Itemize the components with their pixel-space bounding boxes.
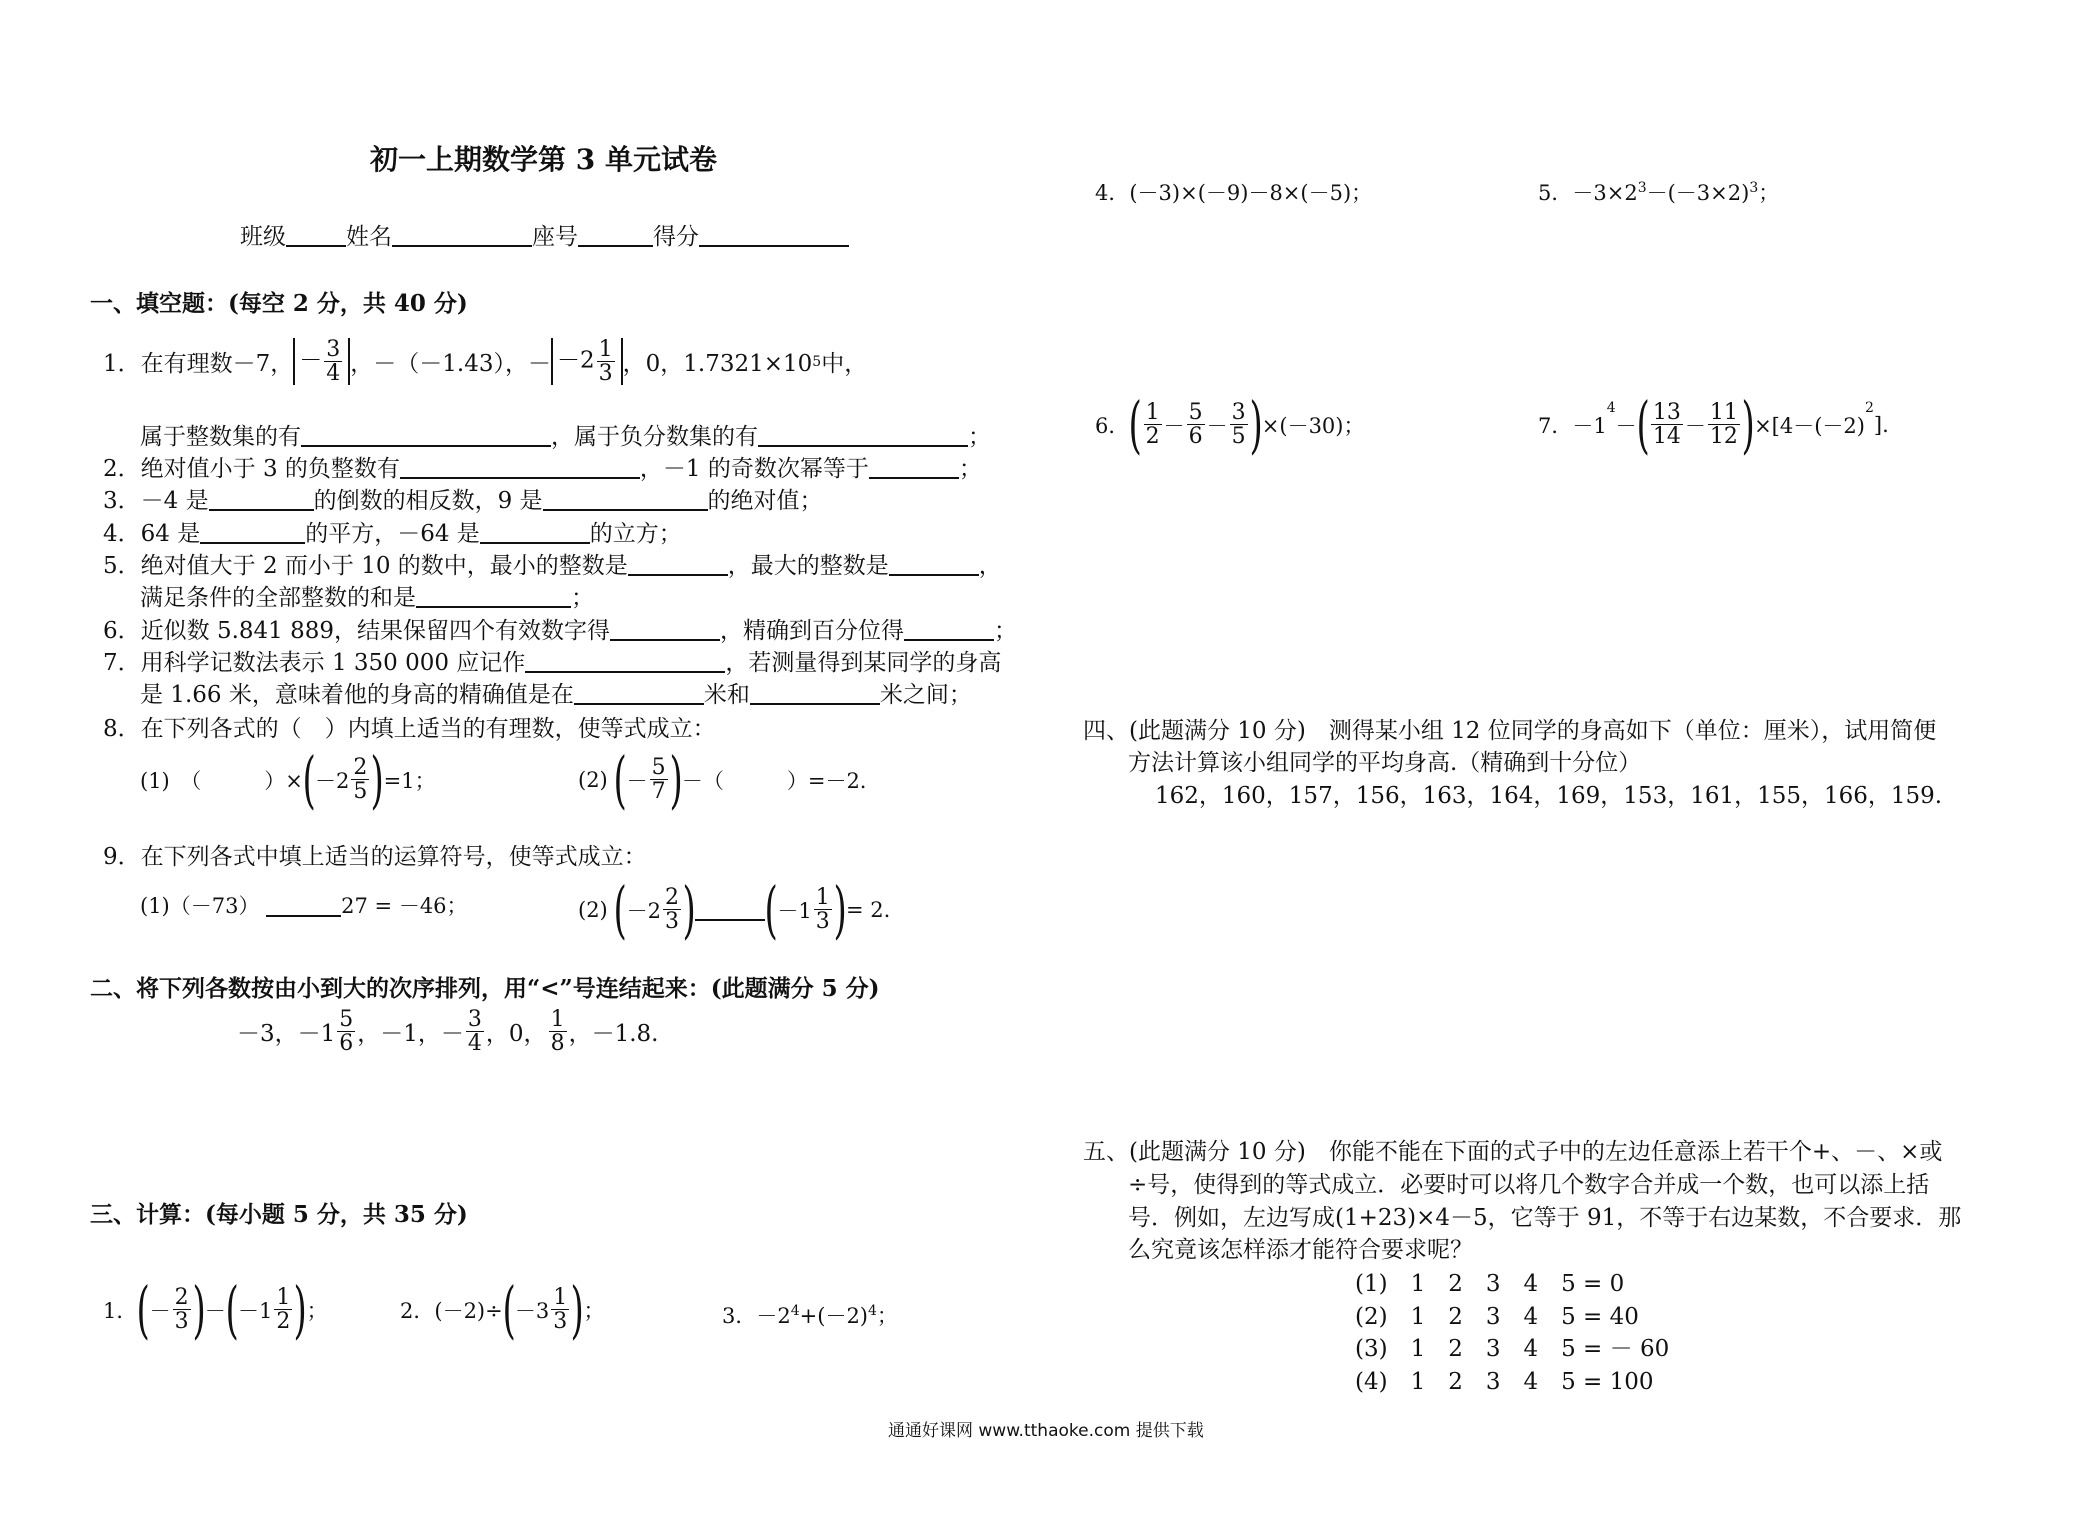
q5-line1 — [103, 547, 1002, 580]
paren: ) — [1249, 388, 1263, 461]
q7-line1 — [103, 644, 1001, 677]
q1-line2 — [140, 418, 991, 451]
fraction — [351, 756, 369, 803]
fraction — [1708, 401, 1740, 448]
q2 — [103, 450, 982, 483]
answer-blank[interactable] — [610, 616, 720, 641]
fraction — [1144, 401, 1162, 448]
answer-blank[interactable] — [695, 898, 765, 921]
score-blank[interactable] — [699, 222, 849, 247]
expr-text: ]. — [1873, 412, 1889, 437]
answer-blank[interactable] — [869, 454, 959, 479]
q4-text: 4．64 是 — [103, 521, 201, 547]
q1-end: 中， — [821, 351, 868, 378]
q3 — [103, 482, 823, 515]
numerator: 5 — [1188, 400, 1203, 426]
q9-part1 — [140, 890, 468, 920]
abs-value-1 — [293, 338, 350, 385]
q7-text: ，若测量得到某同学的身高 — [725, 650, 1002, 676]
q8-text: (2) — [578, 767, 608, 792]
fraction — [466, 1008, 484, 1055]
denominator: 6 — [1188, 424, 1203, 450]
section1-heading: 一、填空题：(每空 2 分，共 40 分) — [90, 290, 468, 317]
item-number: 1． — [103, 1298, 138, 1323]
denominator: 2 — [1145, 424, 1160, 450]
exponent: 4 — [868, 1303, 877, 1319]
q8-text: －（ ）=－2. — [681, 768, 867, 793]
q7-text: 是 1.66 米，意味着他的身高的精确值是在 — [140, 682, 574, 708]
equation-2: (2) 1 2 3 4 5 = 40 — [1355, 1304, 1639, 1330]
q9-part2 — [578, 873, 891, 946]
numerator: 5 — [651, 755, 666, 781]
numerator: 2 — [665, 885, 680, 911]
paren: ) — [570, 1273, 585, 1346]
paren: ( — [1128, 388, 1143, 461]
q5-text: ，最大的整数是 — [727, 553, 889, 579]
exponent: 4 — [1606, 400, 1616, 416]
denominator: 3 — [665, 909, 680, 935]
expr-text: ×[4－(－2) — [1754, 413, 1865, 438]
numerator: 1 — [553, 1285, 568, 1311]
q7-text: 米和 — [703, 682, 750, 708]
paren: ) — [682, 873, 696, 946]
q1-text: ，属于负分数集的有 — [551, 424, 758, 450]
score-label: 得分 — [653, 224, 699, 250]
semicolon: ； — [306, 1298, 328, 1323]
q9-text: = 2. — [846, 897, 891, 922]
denominator: 6 — [339, 1031, 354, 1057]
answer-blank[interactable] — [904, 616, 994, 641]
calc-6 — [1095, 388, 1365, 461]
calc-3 — [722, 1300, 898, 1330]
page-title: 初一上期数学第 3 单元试卷 — [370, 143, 717, 176]
footer: 通通好课网 www.tthaoke.com 提供下载 — [888, 1421, 1204, 1441]
section5-line2: ÷号，使得到的等式成立．必要时可以将几个数字合并成一个数，也可以添上括 — [1128, 1172, 1930, 1198]
fraction — [814, 886, 832, 933]
semicolon: ； — [1758, 181, 1780, 205]
fraction — [337, 1008, 355, 1055]
q4-text: 的立方； — [589, 521, 682, 547]
paren: ) — [1741, 388, 1755, 461]
item-number: 2． — [400, 1298, 435, 1323]
q7-text: 7．用科学记数法表示 1 350 000 应记作 — [103, 650, 526, 676]
equation-3: (3) 1 2 3 4 5 = － 60 — [1355, 1336, 1670, 1362]
q3-text: 3．－4 是 — [103, 488, 209, 514]
fraction — [597, 338, 615, 385]
answer-blank[interactable] — [200, 519, 305, 544]
fraction — [324, 338, 342, 385]
paren: ) — [293, 1273, 308, 1346]
expr-text: +(－2) — [799, 1304, 868, 1328]
whole-part: －2 — [626, 898, 662, 923]
q2-text: 2．绝对值小于 3 的负整数有 — [103, 456, 400, 482]
whole-part: －2 — [557, 347, 595, 374]
equation-1: (1) 1 2 3 4 5 = 0 — [1355, 1271, 1625, 1297]
answer-blank[interactable] — [209, 486, 314, 511]
paren: ) — [192, 1273, 206, 1346]
calc-4: 4．(－3)×(－9)－8×(－5)； — [1095, 181, 1373, 205]
q9-text: 27 = －46； — [341, 894, 468, 918]
numerator: 13 — [1652, 400, 1681, 426]
fraction — [1187, 401, 1205, 448]
q6-text: 6．近似数 5.841 889，结果保留四个有效数字得 — [103, 618, 610, 644]
q3-text: 的绝对值； — [707, 488, 823, 514]
q8-part2 — [578, 743, 867, 816]
section5-line3: 号．例如，左边写成(1+23)×4－5，它等于 91，不等于右边某数，不合要求．那 — [1128, 1205, 1962, 1231]
number-text: ，－1.8. — [568, 1021, 659, 1048]
answer-blank[interactable] — [480, 519, 590, 544]
paren: ( — [764, 873, 778, 946]
numerator: 1 — [276, 1285, 291, 1311]
section2-numbers — [237, 1008, 658, 1055]
q9: 9．在下列各式中填上适当的运算符号，使等式成立： — [103, 844, 647, 870]
name-blank[interactable] — [392, 222, 532, 247]
q1-prefix: 1．在有理数－7， — [103, 351, 294, 378]
minus-sign: － — [1684, 413, 1706, 438]
numerator: 3 — [467, 1007, 482, 1032]
paren: ( — [502, 1273, 516, 1346]
fraction — [1651, 401, 1683, 448]
expr-text: 3．－2 — [722, 1304, 791, 1328]
minus-sign: － — [299, 347, 323, 374]
answer-blank[interactable] — [758, 422, 968, 447]
semicolon: ； — [583, 1298, 605, 1323]
number-text: ，－1，－ — [357, 1021, 464, 1048]
exponent: 4 — [790, 1303, 800, 1319]
section4-line1: 四、(此题满分 10 分) 测得某小组 12 位同学的身高如下（单位：厘米），试用简便 — [1083, 718, 1937, 744]
minus-sign: － — [1615, 413, 1637, 438]
denominator: 12 — [1709, 424, 1738, 450]
paren: ( — [1636, 388, 1650, 461]
numerator: 3 — [326, 337, 341, 362]
denominator: 5 — [353, 779, 368, 805]
numerator: 2 — [353, 755, 368, 781]
equation-4: (4) 1 2 3 4 5 = 100 — [1355, 1369, 1654, 1395]
numerator: 1 — [598, 337, 613, 362]
numerator: 1 — [550, 1007, 565, 1032]
section5-line1: 五、(此题满分 10 分) 你能不能在下面的式子中的左边任意添上若干个+、－、×或 — [1083, 1139, 1943, 1165]
q1-suffix: ，0，1.7321×10 — [622, 351, 813, 378]
answer-blank[interactable] — [266, 894, 341, 917]
answer-blank[interactable] — [416, 583, 571, 608]
number-text: －3，－1 — [237, 1021, 336, 1048]
exponent: 3 — [1637, 180, 1647, 196]
fraction — [650, 756, 668, 803]
calc-5 — [1538, 177, 1779, 207]
minus-sign: － — [204, 1298, 226, 1323]
calc-1 — [103, 1273, 328, 1346]
paren: ) — [669, 743, 683, 816]
fraction — [1230, 401, 1248, 448]
q7-line2 — [140, 676, 972, 709]
denominator: 5 — [1231, 424, 1246, 450]
fraction — [663, 886, 681, 933]
calc-7 — [1538, 388, 1889, 461]
fraction — [551, 1286, 569, 1333]
denominator: 4 — [326, 361, 341, 387]
section2-heading: 二、将下列各数按由小到大的次序排列，用“<”号连结起来：(此题满分 5 分) — [90, 975, 880, 1002]
q4-text: 的平方，－64 是 — [305, 521, 480, 547]
q5-text: 满足条件的全部整数的和是 — [140, 585, 416, 611]
q2-text: ； — [958, 456, 982, 482]
exponent: 3 — [1749, 180, 1759, 196]
answer-blank[interactable] — [301, 422, 551, 447]
q5-text: ； — [571, 585, 594, 611]
q6-text: ； — [994, 618, 1017, 644]
q6 — [103, 612, 1017, 645]
abs-value-2 — [551, 338, 623, 385]
numerator: 2 — [174, 1285, 189, 1311]
name-label: 姓名 — [346, 224, 392, 250]
section5-line4: 么究竟该怎样添才能符合要求呢？ — [1128, 1237, 1473, 1263]
calc-2 — [400, 1273, 605, 1346]
expr-text: 5．－3×2 — [1538, 181, 1638, 205]
numerator: 1 — [815, 885, 830, 911]
q8: 8．在下列各式的（ ）内填上适当的有理数，使等式成立： — [103, 716, 716, 742]
seat-label: 座号 — [532, 224, 578, 250]
section3-heading: 三、计算：(每小题 5 分，共 35 分) — [90, 1201, 468, 1228]
q1-text: 属于整数集的有 — [140, 424, 301, 450]
numerator: 3 — [1231, 400, 1246, 426]
q4 — [103, 515, 682, 548]
minus-sign: － — [1206, 413, 1228, 438]
exponent: 2 — [1864, 400, 1874, 416]
q8-part1 — [140, 743, 436, 816]
denominator: 4 — [467, 1031, 482, 1057]
paren: ) — [370, 743, 385, 816]
section4-line2: 方法计算该小组同学的平均身高.（精确到十分位） — [1128, 750, 1642, 776]
denominator: 2 — [276, 1309, 291, 1335]
expr-text: 7．－1 — [1538, 413, 1607, 438]
answer-blank[interactable] — [525, 648, 725, 673]
numerator: 1 — [1145, 400, 1160, 426]
fraction — [549, 1008, 567, 1055]
q9-text: (2) — [578, 897, 608, 922]
section4-data: 162，160，157，156，163，164，169，153，161，155，166，159. — [1155, 783, 1943, 809]
whole-part: －3 — [514, 1298, 550, 1323]
answer-blank[interactable] — [574, 680, 704, 705]
exponent: 5 — [812, 353, 822, 370]
q5-text: 5．绝对值大于 2 而小于 10 的数中，最小的整数是 — [103, 553, 628, 579]
denominator: 3 — [815, 909, 830, 935]
paren: ( — [613, 743, 628, 816]
minus-sign: － — [149, 1298, 171, 1323]
numerator: 5 — [339, 1007, 354, 1032]
class-label: 班级 — [240, 224, 286, 250]
q1-text: ； — [968, 424, 991, 450]
answer-blank[interactable] — [400, 454, 640, 479]
q1-line1 — [103, 338, 867, 385]
denominator: 14 — [1652, 424, 1681, 450]
minus-sign: － — [1163, 413, 1185, 438]
denominator: 3 — [553, 1309, 568, 1335]
number-text: ，0， — [485, 1021, 547, 1048]
semicolon: ； — [876, 1304, 898, 1328]
q6-text: ，精确到百分位得 — [720, 618, 904, 644]
paren: ( — [225, 1273, 239, 1346]
answer-blank[interactable] — [543, 486, 708, 511]
denominator: 3 — [174, 1309, 189, 1335]
item-number: 6． — [1095, 413, 1130, 438]
answer-blank[interactable] — [628, 551, 728, 576]
whole-part: －1 — [777, 898, 812, 923]
q2-text: ，－1 的奇数次幂等于 — [639, 456, 869, 482]
expr-text: ×(－30)； — [1261, 413, 1365, 438]
q1-mid: ，－（－1.43），－ — [350, 351, 551, 378]
q9-text: (1)（－73） — [140, 894, 260, 918]
numerator: 11 — [1709, 400, 1738, 426]
q8-text: (1) （ ）× — [140, 768, 303, 793]
denominator: 3 — [598, 361, 613, 387]
denominator: 8 — [550, 1031, 565, 1057]
expr-text: (－2)÷ — [434, 1298, 503, 1323]
whole-part: －2 — [315, 768, 350, 793]
class-blank[interactable] — [286, 222, 346, 247]
fraction — [274, 1286, 292, 1333]
denominator: 7 — [651, 779, 666, 805]
q8-text: =1； — [383, 768, 436, 793]
q7-text: 米之间； — [879, 682, 972, 708]
expr-text: －(－3×2) — [1646, 181, 1750, 205]
paren: ( — [136, 1273, 151, 1346]
paren: ( — [613, 873, 628, 946]
q5-line2 — [140, 579, 594, 612]
minus-sign: － — [626, 768, 648, 793]
q5-text: ， — [978, 553, 1002, 579]
seat-blank[interactable] — [578, 222, 653, 247]
fraction — [173, 1286, 191, 1333]
paren: ( — [302, 743, 316, 816]
q3-text: 的倒数的相反数，9 是 — [313, 488, 543, 514]
whole-part: －1 — [237, 1298, 273, 1323]
paren: ) — [833, 873, 847, 946]
student-info-line — [240, 218, 849, 251]
answer-blank[interactable] — [889, 551, 979, 576]
answer-blank[interactable] — [750, 680, 880, 705]
